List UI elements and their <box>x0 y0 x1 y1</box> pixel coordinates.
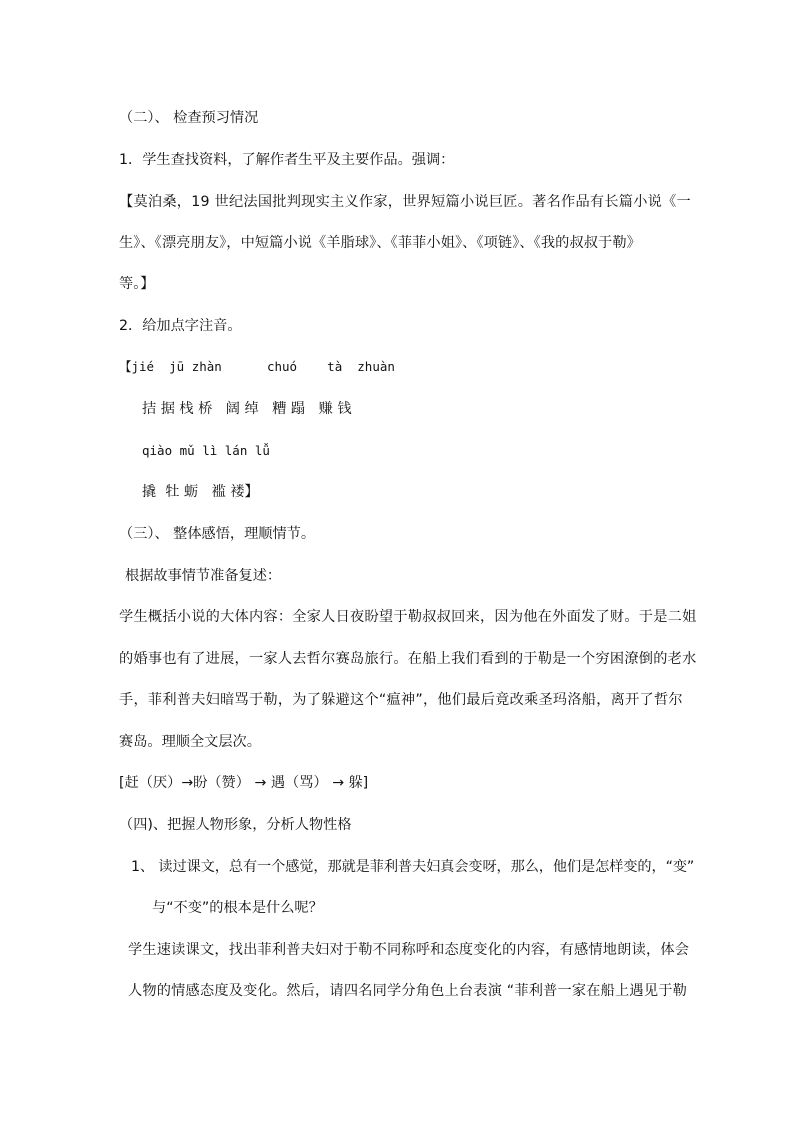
characters-line2: 撬 牡 蛎 褴 褛】 <box>142 484 259 500</box>
pinyin-line1: 【jié jū zhàn chuó tà zhuàn <box>119 359 395 374</box>
characters-line1: 拮 据 栈 桥 阔 绰 糟 蹋 赚 钱 <box>142 401 352 417</box>
retell-intro: 根据故事情节准备复述： <box>125 568 282 584</box>
section2-heading: （二）、 检查预习情况 <box>119 110 259 126</box>
summary-line4: 赛岛。理顺全文层次。 <box>119 734 261 750</box>
section4-heading: （四)、把握人物形象，分析人物性格 <box>119 817 352 833</box>
item1-title: 1．学生查找资料，了解作者生平及主要作品。强调： <box>119 152 455 168</box>
reading-line2: 人物的情感态度及变化。然后，请四名同学分角色上台表演 “菲利普一家在船上遇见于勒 <box>128 983 687 999</box>
question1-line2: 与“不变”的根本是什么呢？ <box>152 900 323 916</box>
section3-heading: （三）、 整体感悟，理顺情节。 <box>119 526 316 542</box>
pinyin-line2: qiào mǔ lì lán lǚ <box>142 443 270 458</box>
summary-line1: 学生概括小说的大体内容：全家人日夜盼望于勒叔叔回来，因为他在外面发了财。于是二姐 <box>119 609 697 625</box>
item2-title: 2．给加点字注音。 <box>119 318 242 334</box>
question1-line1: 1、 读过课文，总有一个感觉，那就是菲利普夫妇真会变呀，那么，他们是怎样变的，“变” <box>131 859 695 875</box>
plot-flow: [赶（厌）→盼（赞） → 遇（骂） → 躲] <box>119 775 369 791</box>
summary-line2: 的婚事也有了进展，一家人去哲尔赛岛旅行。在船上我们看到的于勒是一个穷困潦倒的老水 <box>119 651 697 667</box>
reading-line1: 学生速读课文，找出菲利普夫妇对于勒不同称呼和态度变化的内容，有感情地朗读，体会 <box>128 942 690 958</box>
item1-paragraph-line2: 生》、《漂亮朋友》，中短篇小说《羊脂球》、《菲菲小姐》、《项链》、《我的叔叔于勒》 <box>119 235 641 251</box>
item1-paragraph-line3: 等。】 <box>119 276 155 292</box>
summary-line3: 手，菲利普夫妇暗骂于勒，为了躲避这个“瘟神”，他们最后竟改乘圣玛洛船，离开了哲尔 <box>119 692 683 708</box>
item1-paragraph-line1: 【莫泊桑，19 世纪法国批判现实主义作家，世界短篇小说巨匠。著名作品有长篇小说《一 <box>119 194 691 210</box>
